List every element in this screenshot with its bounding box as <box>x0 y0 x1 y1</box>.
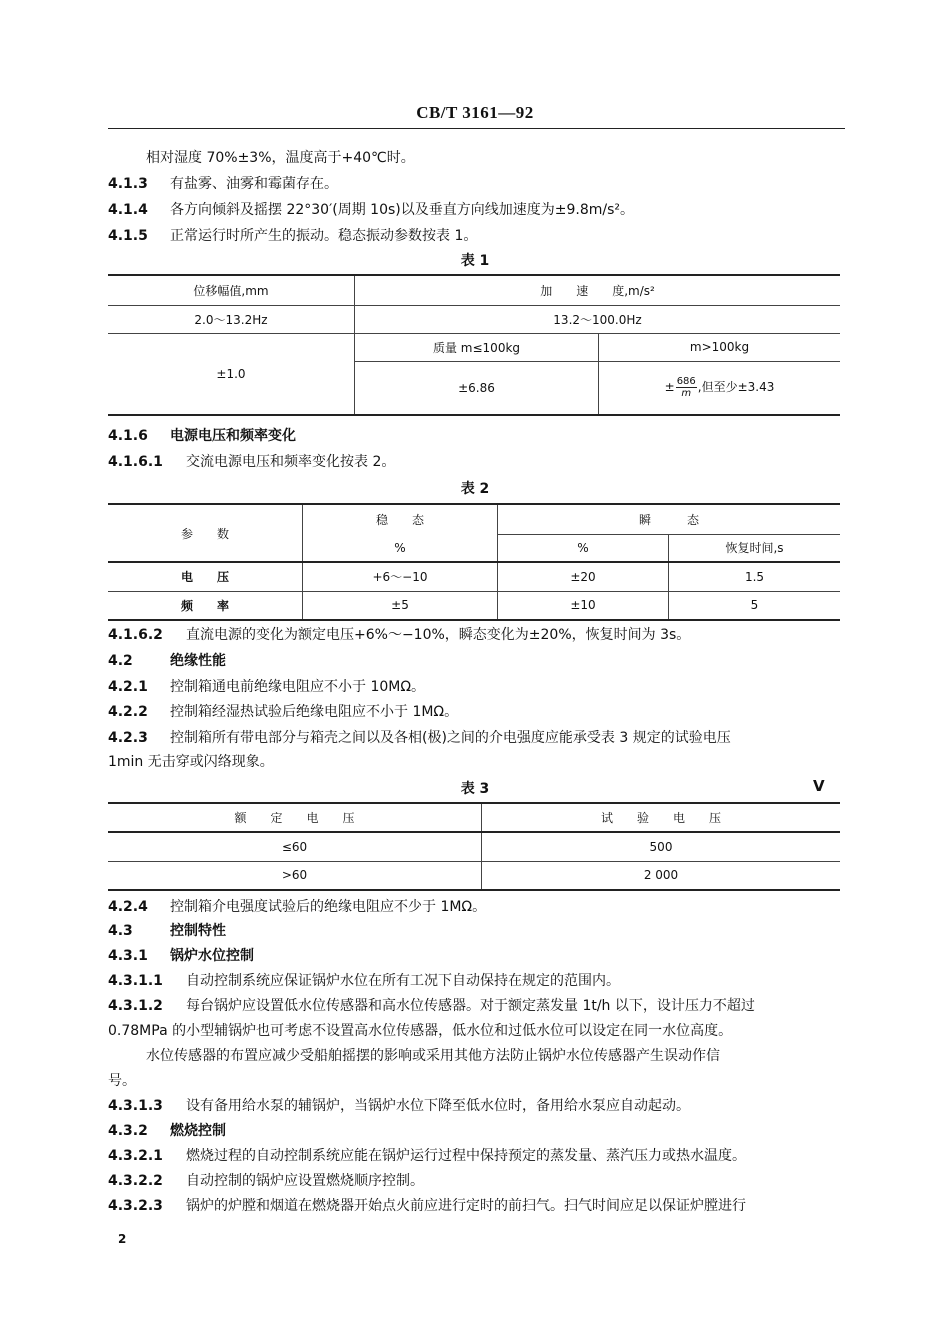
clause-number: 4.1.6 <box>108 428 148 444</box>
clause-4-2-2 <box>108 703 458 721</box>
clause-4-3-2-3 <box>108 1197 746 1215</box>
paragraph-line: 相对湿度 70%±3%，温度高于+40℃时。 <box>146 150 415 166</box>
table2-header-param: 参 数 <box>108 504 303 562</box>
paragraph-line: 0.78MPa 的小型辅锅炉也可考虑不设置高水位传感器，低水位和过低水位可以设定在同一水位高度。 <box>108 1023 733 1039</box>
clause-4-1-6-1 <box>108 453 395 471</box>
clause-4-3-2-1 <box>108 1147 746 1165</box>
clause-text: 控制特性 <box>170 923 226 939</box>
table2-header-steady: 稳 态 <box>303 504 498 534</box>
clause-text: 直流电源的变化为额定电压+6%～−10%，瞬态变化为±20%，恢复时间为 3s。 <box>186 627 691 643</box>
table2-cell: 电 压 <box>108 562 303 591</box>
table2-cell: ±5 <box>303 591 498 620</box>
clause-number: 4.1.5 <box>108 228 148 244</box>
table-row <box>108 591 840 620</box>
table1-header-acceleration: 加 速 度,m/s² <box>355 275 841 305</box>
table2-header-recovery: 恢复时间,s <box>669 534 841 562</box>
clause-number: 4.1.4 <box>108 202 148 218</box>
clause-number: 4.3.1.2 <box>108 998 163 1014</box>
clause-text: 交流电源电压和频率变化按表 2。 <box>186 454 396 470</box>
table3-header-test: 试 验 电 压 <box>482 803 841 832</box>
formula-tail: ,但至少±3.43 <box>697 380 775 395</box>
table3 <box>108 802 840 891</box>
paragraph-line: 1min 无击穿或闪络现象。 <box>108 754 274 770</box>
header-rule <box>108 128 845 129</box>
clause-number: 4.1.6.2 <box>108 627 163 643</box>
fraction <box>676 376 697 399</box>
document-header: CB/T 3161—92 <box>416 103 534 122</box>
table2-cell: ±20 <box>498 562 669 591</box>
clause-text: 正常运行时所产生的振动。稳态振动参数按表 1。 <box>170 228 478 244</box>
clause-4-2-4 <box>108 898 486 916</box>
clause-4-1-3 <box>108 175 338 193</box>
table2-cell: 5 <box>669 591 841 620</box>
table2-cell: ±10 <box>498 591 669 620</box>
clause-text: 电源电压和频率变化 <box>170 428 296 444</box>
clause-text: 控制箱通电前绝缘电阻应不小于 10MΩ。 <box>170 679 426 695</box>
clause-4-3 <box>108 922 226 940</box>
clause-number: 4.3 <box>108 923 133 939</box>
clause-number: 4.3.2.1 <box>108 1148 163 1164</box>
clause-number: 4.2.1 <box>108 679 148 695</box>
clause-4-3-1 <box>108 947 254 965</box>
table3-cell: >60 <box>108 861 482 890</box>
table2-cell: +6～−10 <box>303 562 498 591</box>
clause-number: 4.1.6.1 <box>108 454 163 470</box>
clause-4-3-1-1 <box>108 972 620 990</box>
clause-4-1-4 <box>108 201 634 219</box>
clause-number: 4.2.3 <box>108 730 148 746</box>
clause-number: 4.3.2.3 <box>108 1198 163 1214</box>
clause-4-3-2 <box>108 1122 226 1140</box>
table2-caption: 表 2 <box>460 481 490 497</box>
table2-header-transient: 瞬 态 <box>498 504 841 534</box>
table2-cell: 1.5 <box>669 562 841 591</box>
table2-cell: 频 率 <box>108 591 303 620</box>
clause-text: 绝缘性能 <box>170 653 226 669</box>
table3-header-rated: 额 定 电 压 <box>108 803 482 832</box>
clause-text: 控制箱所有带电部分与箱壳之间以及各相(极)之间的介电强度应能承受表 3 规定的试验电压 <box>170 730 731 746</box>
clause-number: 4.2.4 <box>108 899 148 915</box>
clause-4-2-3 <box>108 729 731 747</box>
clause-text: 燃烧控制 <box>170 1123 226 1139</box>
clause-text: 每台锅炉应设置低水位传感器和高水位传感器。对于额定蒸发量 1t/h 以下，设计压力不超过 <box>186 998 755 1014</box>
clause-text: 燃烧过程的自动控制系统应能在锅炉运行过程中保持预定的蒸发量、蒸汽压力或热水温度。 <box>186 1148 746 1164</box>
clause-number: 4.3.2.2 <box>108 1173 163 1189</box>
table2-header-steady-unit: % <box>303 534 498 562</box>
table3-cell: ≤60 <box>108 832 482 861</box>
clause-4-2 <box>108 652 226 670</box>
table-row <box>108 562 840 591</box>
clause-text: 锅炉水位控制 <box>170 948 254 964</box>
table1-header-displacement: 位移幅值,mm <box>108 275 355 305</box>
clause-4-1-6-2 <box>108 626 690 644</box>
table1-cell: ±1.0 <box>108 333 355 415</box>
table3-cell: 2 000 <box>482 861 841 890</box>
clause-number: 4.2 <box>108 653 133 669</box>
clause-number: 4.1.3 <box>108 176 148 192</box>
table1-cell: 13.2～100.0Hz <box>355 305 841 333</box>
table1-cell: ±6.86 <box>355 361 599 415</box>
table1-caption: 表 1 <box>460 253 490 269</box>
table2 <box>108 503 840 621</box>
clause-text: 自动控制的锅炉应设置燃烧顺序控制。 <box>186 1173 424 1189</box>
clause-number: 4.3.1.3 <box>108 1098 163 1114</box>
clause-text: 自动控制系统应保证锅炉水位在所有工况下自动保持在规定的范围内。 <box>186 973 620 989</box>
clause-number: 4.2.2 <box>108 704 148 720</box>
clause-number: 4.3.1 <box>108 948 148 964</box>
clause-text: 设有备用给水泵的辅锅炉，当锅炉水位下降至低水位时，备用给水泵应自动起动。 <box>186 1098 690 1114</box>
clause-number: 4.3.2 <box>108 1123 148 1139</box>
table2-header-transient-unit: % <box>498 534 669 562</box>
table3-unit: V <box>813 777 825 795</box>
table1-cell: 2.0～13.2Hz <box>108 305 355 333</box>
clause-4-3-1-2 <box>108 997 755 1015</box>
fraction-numerator: 686 <box>676 376 696 388</box>
clause-4-1-5 <box>108 227 477 245</box>
table-row <box>108 861 840 890</box>
clause-text: 控制箱介电强度试验后的绝缘电阻应不少于 1MΩ。 <box>170 899 487 915</box>
paragraph-line: 水位传感器的布置应减少受船舶摇摆的影响或采用其他方法防止锅炉水位传感器产生误动作信 <box>146 1048 720 1064</box>
table1-cell-formula <box>599 361 841 415</box>
page-number: 2 <box>118 1232 127 1246</box>
clause-text: 有盐雾、油雾和霉菌存在。 <box>170 176 338 192</box>
table1-subheader: m>100kg <box>599 333 841 361</box>
clause-4-3-1-3 <box>108 1097 690 1115</box>
formula-sign: ± <box>664 380 675 395</box>
fraction-denominator: m <box>681 388 692 400</box>
clause-4-2-1 <box>108 678 425 696</box>
paragraph-line: 号。 <box>108 1073 136 1089</box>
table1 <box>108 274 840 416</box>
clause-text: 控制箱经湿热试验后绝缘电阻应不小于 1MΩ。 <box>170 704 459 720</box>
table-row <box>108 832 840 861</box>
table1-subheader: 质量 m≤100kg <box>355 333 599 361</box>
clause-number: 4.3.1.1 <box>108 973 163 989</box>
clause-4-3-2-2 <box>108 1172 424 1190</box>
table3-cell: 500 <box>482 832 841 861</box>
clause-4-1-6 <box>108 427 296 445</box>
clause-text: 各方向倾斜及摇摆 22°30′(周期 10s)以及垂直方向线加速度为±9.8m/s²。 <box>170 202 634 218</box>
table3-caption: 表 3 <box>460 781 490 797</box>
clause-text: 锅炉的炉膛和烟道在燃烧器开始点火前应进行定时的前扫气。扫气时间应足以保证炉膛进行 <box>186 1198 746 1214</box>
